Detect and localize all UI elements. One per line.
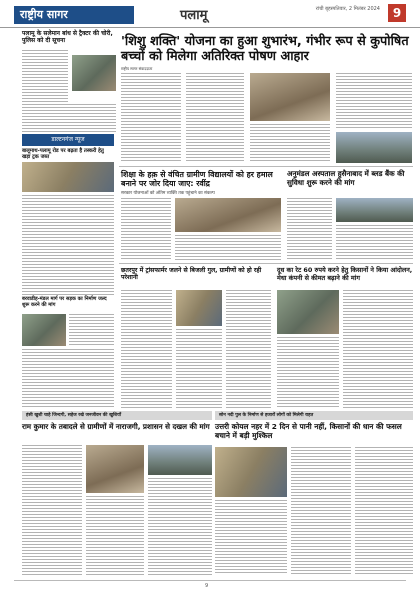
- lower-right-strip: [215, 411, 413, 420]
- demand-story-body-2: [277, 337, 339, 408]
- fire-story-body-3: [226, 290, 271, 408]
- mid-right-body-1: [287, 198, 332, 260]
- lower-right-photo: [215, 447, 287, 497]
- lower-left-body-1: [22, 445, 82, 575]
- divider-2: [119, 263, 413, 264]
- lower-right-body-1: [215, 500, 287, 575]
- lower-left-body-3: [148, 478, 212, 575]
- lower-left-photo: [86, 445, 144, 493]
- mid-left-subhead: सरकार योजनाओं को अंतिम व्यक्ति तक पहुंचाने का संकल्प: [121, 191, 215, 196]
- mid-left-body-2: [175, 235, 281, 260]
- demand-story-photo: [277, 290, 339, 334]
- fire-story-photo: [176, 290, 222, 326]
- left-col-photo: [22, 162, 114, 192]
- fire-story-body-2: [176, 329, 222, 408]
- brand-name: राष्ट्रीय सागर: [20, 8, 68, 21]
- lower-right-body-3: [355, 447, 413, 575]
- lower-right-body-2: [291, 447, 351, 575]
- sidebar-label: [22, 134, 114, 146]
- mid-right-photo: [336, 198, 413, 222]
- footer-rule: [14, 580, 406, 581]
- lead-body-col4: [336, 73, 412, 129]
- masthead: [0, 0, 420, 28]
- lead-body-col3: [250, 124, 330, 163]
- left-col-headline-2: बरवाडीह-मंडल मार्ग पर सड़क का निर्माण जल्द शुरू करने की मांग: [22, 296, 107, 308]
- edition-meta: रांची बृहस्पतिवार, 2 मितंबर 2024: [315, 6, 380, 12]
- lead-body-col1: [121, 73, 181, 163]
- lower-left-strip-text: हंसी खुशी चाहे जिन्दगी, सहेज रखे जनजीवन की खुशियाँ: [26, 413, 122, 418]
- demand-story-headline: दूध का रेट 60 रुपये करने हेतु किसानों ने किया आंदोलन, मेधा कंपनी से कीमत बढ़ाने की मांग: [277, 266, 413, 282]
- lead-photo-1: [250, 73, 330, 121]
- sidebar-label-text: डाल्टनगंज न्यूज: [51, 136, 85, 143]
- mid-left-headline: शिक्षा के हक़ से वंचित ग्रामीण विद्यालयों को हर हमाल बनाने पर जोर दिया जाए: रवींद्र: [121, 170, 273, 188]
- divider-1: [119, 166, 413, 167]
- lower-left-photo-2: [148, 445, 212, 475]
- fire-story-headline: छतरपुर में ट्रांसफार्मर जलने से बिजली गुल, ग्रामीणों को हो रही परेशानी: [121, 267, 262, 282]
- demand-story-body-1: [343, 290, 413, 408]
- left-col-body-2: [69, 314, 114, 346]
- lower-left-body-2: [86, 496, 144, 575]
- mid-left-body-1: [121, 198, 171, 260]
- top-left-body: [22, 50, 68, 102]
- mid-right-body-2: [336, 225, 413, 260]
- top-left-headline: पलामू के सलेमान बांध से ट्रैक्टर की चोरी, पुलिस को दी सूचना: [22, 30, 113, 44]
- lead-headline: 'शिशु शक्ति' योजना का हुआ शुभारंभ, गंभीर रूप से कुपोषित बच्चों को मिलेगा अतिरिक्त पोषण आहार: [121, 34, 409, 64]
- left-col-headline: बालूमाथ-पलामू रोड पर बढ़ता है तस्करी हेतु खड़ा ट्रक जब्त: [22, 148, 104, 160]
- lead-body-col2: [186, 73, 244, 163]
- top-left-photo: [72, 55, 116, 91]
- mid-right-headline: अनुमंडल अस्पताल हुसैनाबाद में ब्लड बैंक की सुविधा शुरू करने की मांग: [287, 169, 405, 187]
- fire-story-body-1: [121, 290, 172, 408]
- footer-page-number: 9: [205, 583, 209, 589]
- left-col-photo-2: [22, 314, 66, 346]
- lead-photo-2: [336, 132, 412, 163]
- left-col-body-3: [22, 349, 114, 407]
- page-number-badge: 9: [388, 4, 406, 22]
- lower-right-headline: उत्तरी कोयल नहर में 2 दिन से पानी नहीं, किसानों की धान की फसल बचाने में बड़ी मुश्किल: [215, 422, 402, 440]
- top-left-body-2: [22, 104, 116, 132]
- lower-left-headline: राम कुमार के तबादले से ग्रामीणों में नाराजगी, प्रशासन से दखल की मांग: [22, 422, 210, 431]
- mid-left-photo: [175, 198, 281, 232]
- section-name: पलामू: [180, 8, 208, 23]
- lower-right-strip-text: सोन नदी पुल के निर्माण से हजारों लोगों को मिलेगी राहत: [219, 413, 314, 418]
- lower-left-strip: [22, 411, 212, 420]
- brand-box: [14, 6, 134, 24]
- lead-byline: राष्ट्रीय सागर संवाददाता: [121, 66, 153, 71]
- left-col-body: [22, 195, 114, 295]
